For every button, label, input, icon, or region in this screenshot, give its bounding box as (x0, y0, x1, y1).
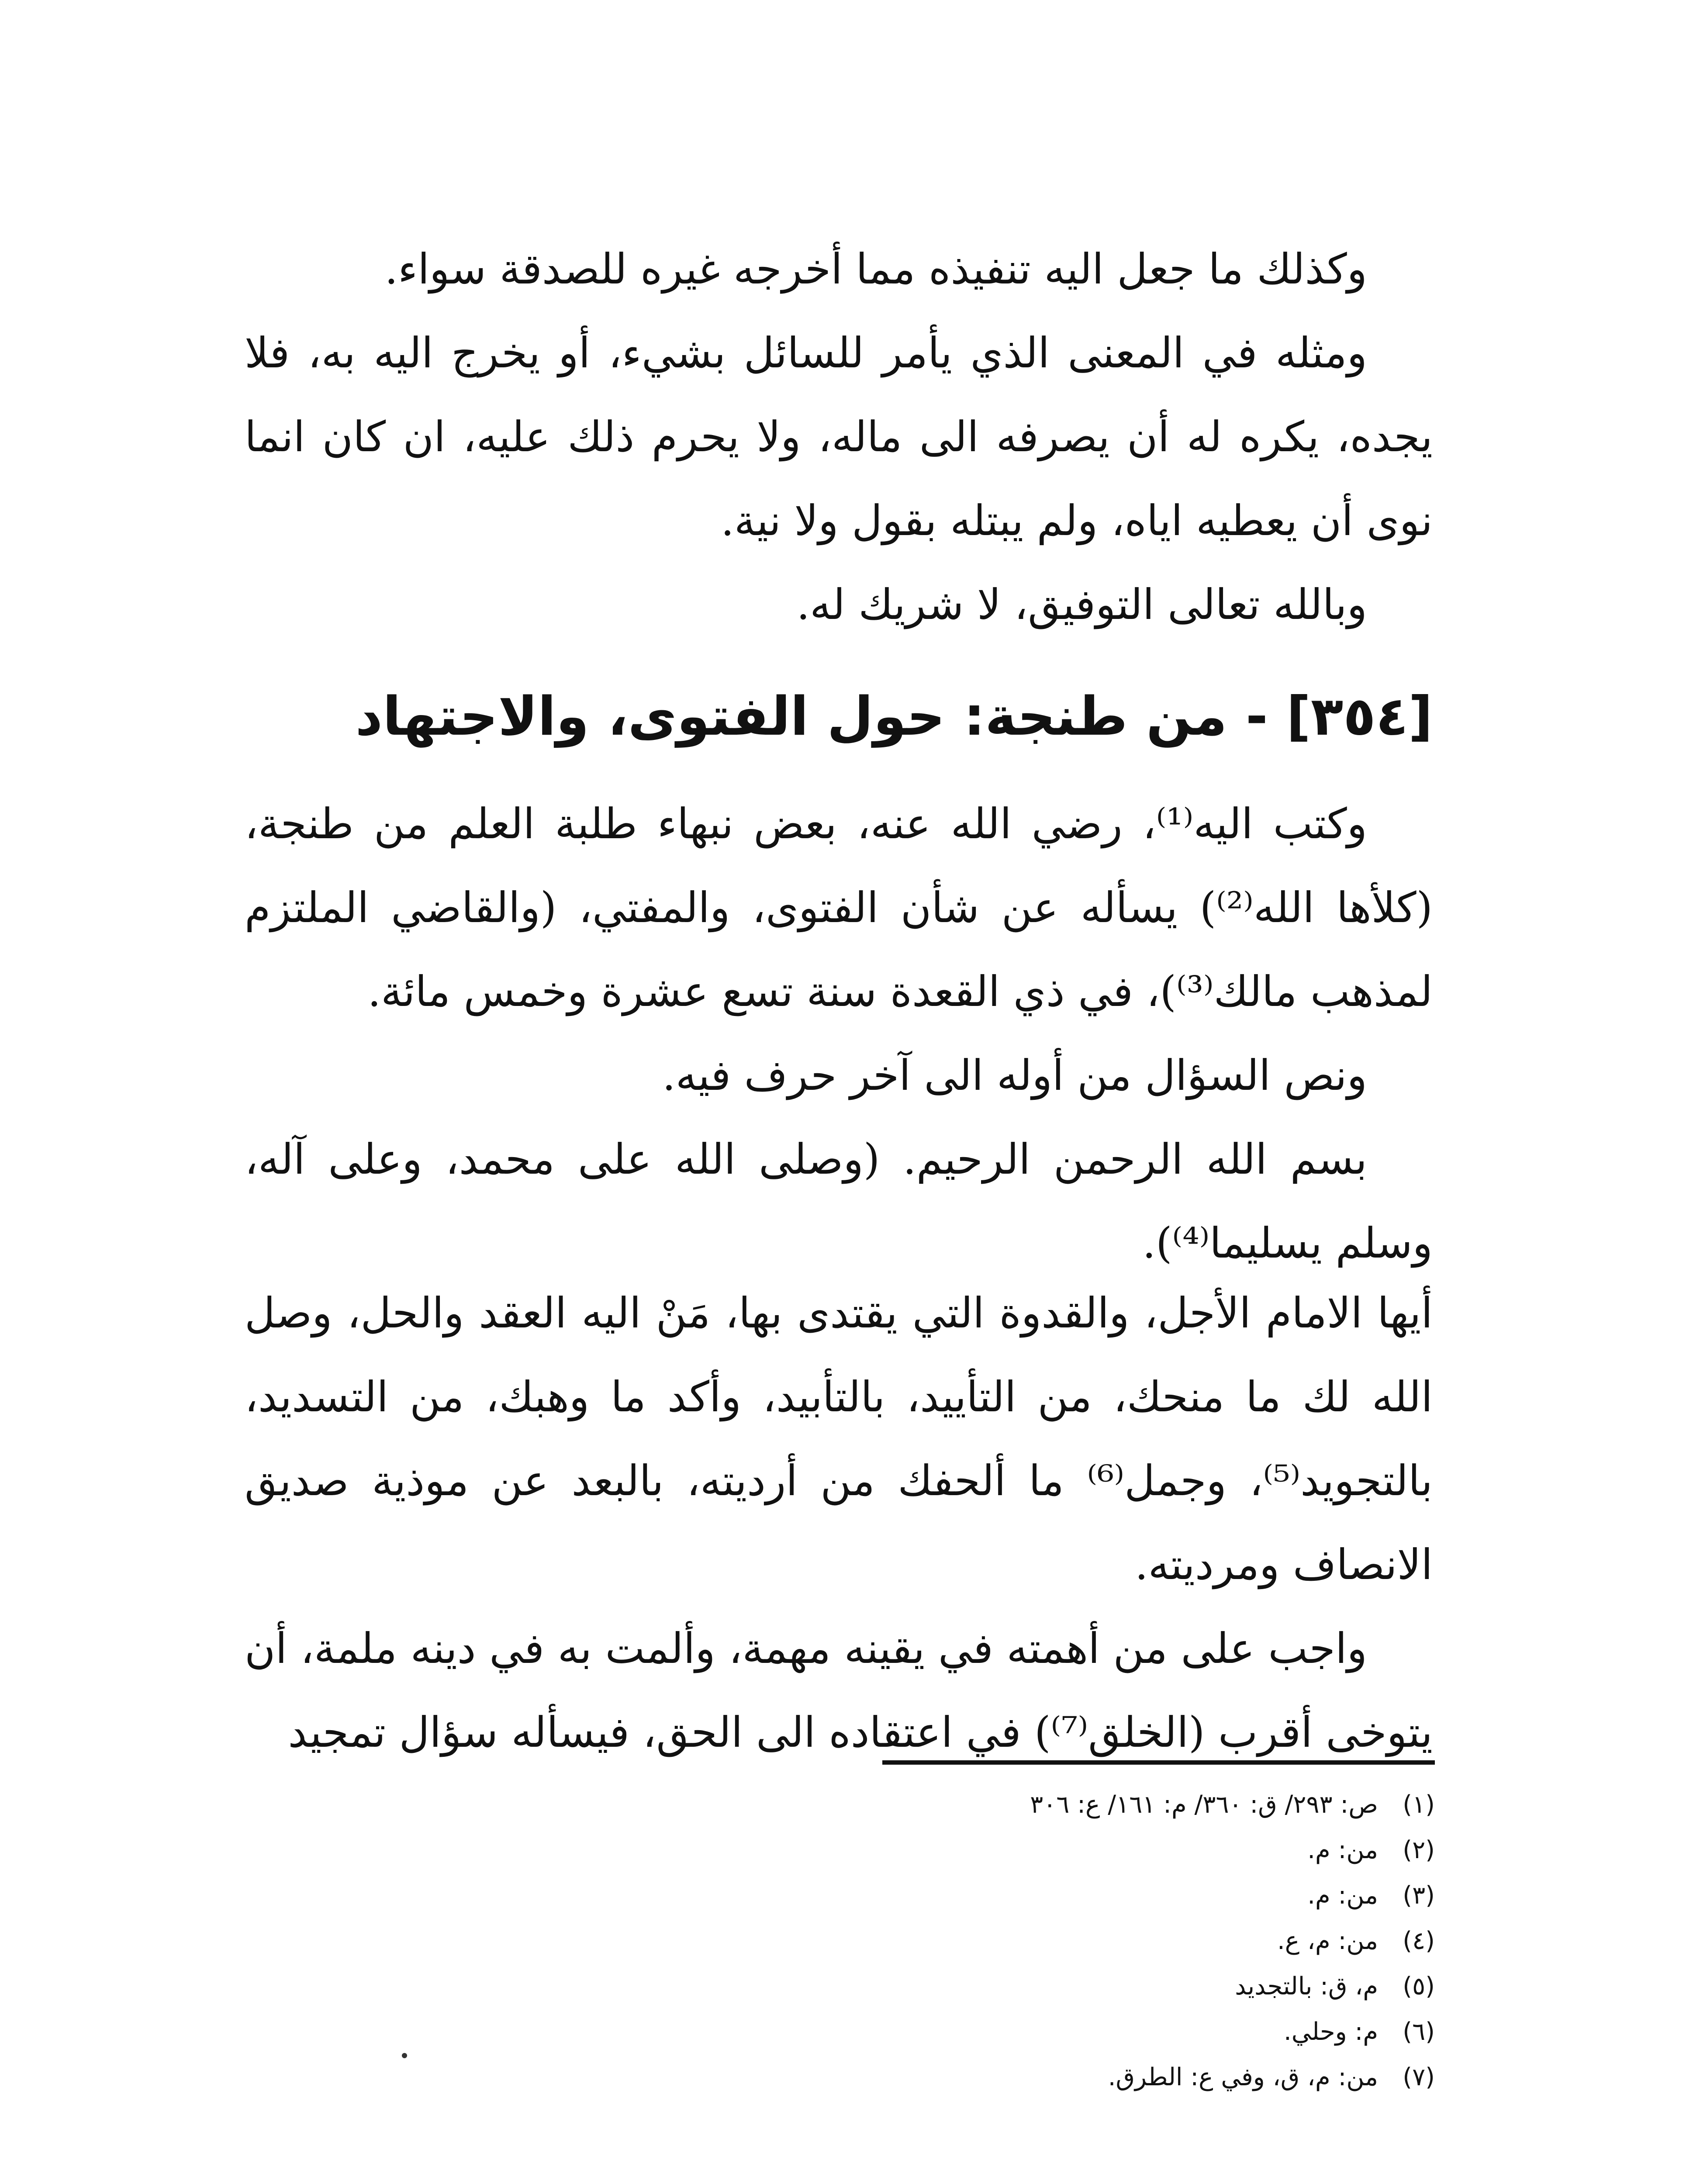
footnote-text: من: م، ق، وفي ع: الطرق. (1108, 2063, 1378, 2091)
footnote-text: من: م، ع. (1277, 1927, 1378, 1955)
paragraph: ونص السؤال من أوله الى آخر حرف فيه. (662, 1051, 1367, 1100)
main-text (245, 782, 1433, 1285)
paragraph: وكذلك ما جعل اليه تنفيذه مما أخرجه غيره للصدقة سواء. (384, 245, 1367, 294)
section-heading: [٣٥٤] - من طنجة: حول الفتوى، والاجتهاد (355, 685, 1433, 747)
paragraph: أيها الامام الأجل، والقدوة التي يقتدى بها، مَنْ اليه العقد والحل، وصل الله لك ما منحك، من التأييد، بالتأبيد، وأكد ما وهبك، من التسديد، بالتجويد⁽⁵⁾، وجمل⁽⁶⁾ ما ألحفك من أرديته، بالبعد عن موذية صديق الانصاف ومرديته. (245, 1289, 1433, 1589)
section-heading-block (245, 664, 1433, 769)
footnote-text: ص: ٢٩٣/ ق: ٣٦٠/ م: ١٦١/ ع: ٣٠٦ (1030, 1790, 1378, 1819)
footnote-text: م: وحلي. (1283, 2018, 1378, 2046)
footnote (524, 1782, 1435, 1828)
footnote-number: (١) (1403, 1790, 1435, 1819)
footnote-number: (٧) (1403, 2063, 1435, 2091)
footnote-text: من: م. (1307, 1836, 1378, 1864)
footnote (524, 1964, 1435, 2009)
footnote-divider (882, 1760, 1435, 1765)
footnote-number: (٦) (1403, 2018, 1435, 2046)
paragraph: وكتب اليه⁽¹⁾، رضي الله عنه، بعض نبهاء طلبة العلم من طنجة، (كلأها الله⁽²⁾) يسأله عن شأن الفتوى، والمفتي، (والقاضي الملتزم لمذهب مالك⁽³⁾)، في ذي القعدة سنة تسع عشرة وخمس مائة. (245, 799, 1433, 1016)
top-text (245, 227, 1433, 646)
paragraph: واجب على من أهمته في يقينه مهمة، وألمت به في دينه ملمة، أن يتوخى أقرب (الخلق⁽⁷⁾) في اعتقاده الى الحق، فيسأله سؤال تمجيد (245, 1624, 1433, 1757)
footnote-number: (٤) (1403, 1927, 1435, 1955)
margin-dot (402, 2053, 407, 2058)
footnote-number: (٢) (1403, 1836, 1435, 1864)
footnote (524, 1873, 1435, 1918)
footnote-text: م، ق: بالتجديد (1235, 1972, 1378, 2001)
footnote-number: (٣) (1403, 1881, 1435, 1910)
footnote (524, 1918, 1435, 1964)
footnotes (524, 1782, 1435, 2100)
footnote (524, 2009, 1435, 2055)
paragraph: ومثله في المعنى الذي يأمر للسائل بشيء، أو يخرج اليه به، فلا يجده، يكره له أن يصرفه الى ماله، ولا يحرم ذلك عليه، ان كان انما نوى أن يعطيه اياه، ولم يبتله بقول ولا نية. (245, 328, 1433, 545)
footnote-text: من: م. (1307, 1881, 1378, 1910)
paragraph: وبالله تعالى التوفيق، لا شريك له. (796, 580, 1367, 629)
footnote (524, 2055, 1435, 2100)
paragraph: بسم الله الرحمن الرحيم. (وصلى الله على محمد، وعلى آله، وسلم يسليما⁽⁴⁾). (245, 1135, 1433, 1268)
footnote (524, 1828, 1435, 1873)
footnote-number: (٥) (1403, 1972, 1435, 2001)
letter-text (245, 1271, 1433, 1774)
